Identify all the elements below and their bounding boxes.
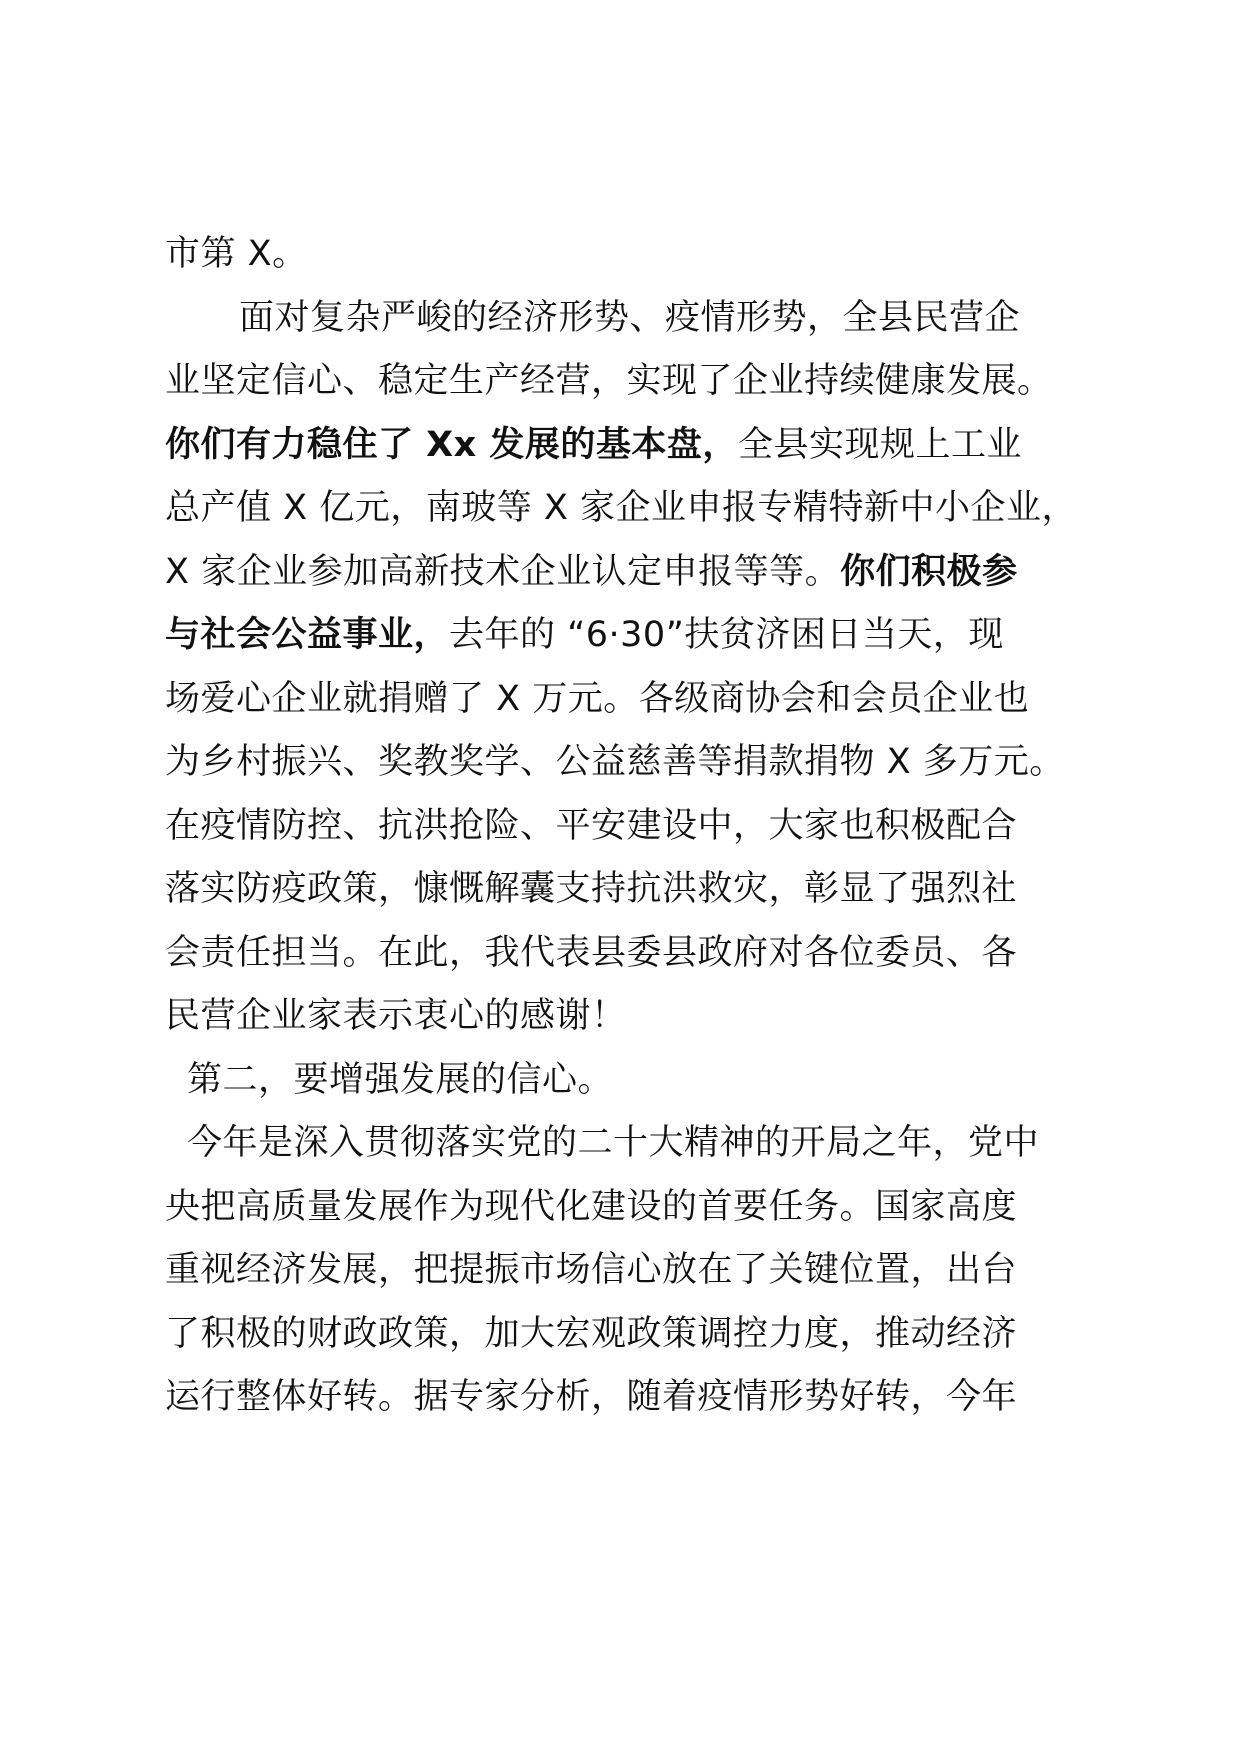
text-line: 落实防疫政策，慷慨解囊支持抗洪救灾，彰显了强烈社 — [165, 869, 1018, 909]
document-body — [165, 223, 1100, 1430]
text-line: 业坚定信心、稳定生产经营，实现了企业持续健康发展。 — [165, 361, 1053, 401]
paragraph-4 — [165, 1112, 1100, 1430]
text-line: 面对复杂严峻的经济形势、疫情形势，全县民营企 — [239, 297, 1021, 338]
bold-phrase: 你们积极参 — [840, 551, 1018, 592]
text-line: 会责任担当。在此，我代表县委县政府对各位委员、各 — [165, 932, 1018, 973]
text-line: 场爱心企业就捐赠了 X 万元。各级商协会和会员企业也 — [165, 678, 1030, 719]
text-line: 民营企业家表示衷心的感谢！ — [165, 996, 627, 1036]
text-line — [165, 541, 1100, 605]
bold-phrase: 你们有力稳住了 Xx 发展的基本盘， — [165, 424, 738, 465]
text-line — [165, 604, 1100, 668]
text-line — [165, 414, 1100, 478]
text-run: 去年的 “6·30”扶贫济困日当天，现 — [449, 615, 1004, 655]
text-line: 了积极的财政政策，加大宏观政策调控力度，推动经济 — [165, 1313, 1018, 1354]
text-line: 为乡村振兴、奖教奖学、公益慈善等捐款捐物 X 多万元。 — [165, 742, 1065, 782]
text-line: 总产值 X 亿元，南玻等 X 家企业申报专精特新中小企业， — [165, 488, 1077, 528]
paragraph-1 — [165, 223, 1100, 287]
text-line: 央把高质量发展作为现代化建设的首要任务。国家高度 — [165, 1186, 1018, 1227]
text-line: 重视经济发展，把提振市场信心放在了关键位置，出台 — [165, 1250, 1018, 1290]
text-run: X 家企业参加高新技术企业认定申报等等。 — [165, 551, 841, 592]
bold-phrase: 与社会公益事业， — [165, 615, 450, 655]
paragraph-2 — [165, 287, 1100, 1049]
text-line: 市第 X。 — [165, 234, 308, 274]
text-line: 在疫情防控、抗洪抢险、平安建设中，大家也积极配合 — [165, 805, 1018, 846]
paragraph-3-heading — [165, 1049, 1100, 1113]
text-run: 全县实现规上工业 — [737, 424, 1022, 465]
text-line: 运行整体好转。据专家分析，随着疫情形势好转，今年 — [165, 1377, 1018, 1417]
section-heading: 第二，要增强发展的信心。 — [187, 1059, 614, 1100]
text-line: 今年是深入贯彻落实党的二十大精神的开局之年，党中 — [187, 1123, 1040, 1163]
